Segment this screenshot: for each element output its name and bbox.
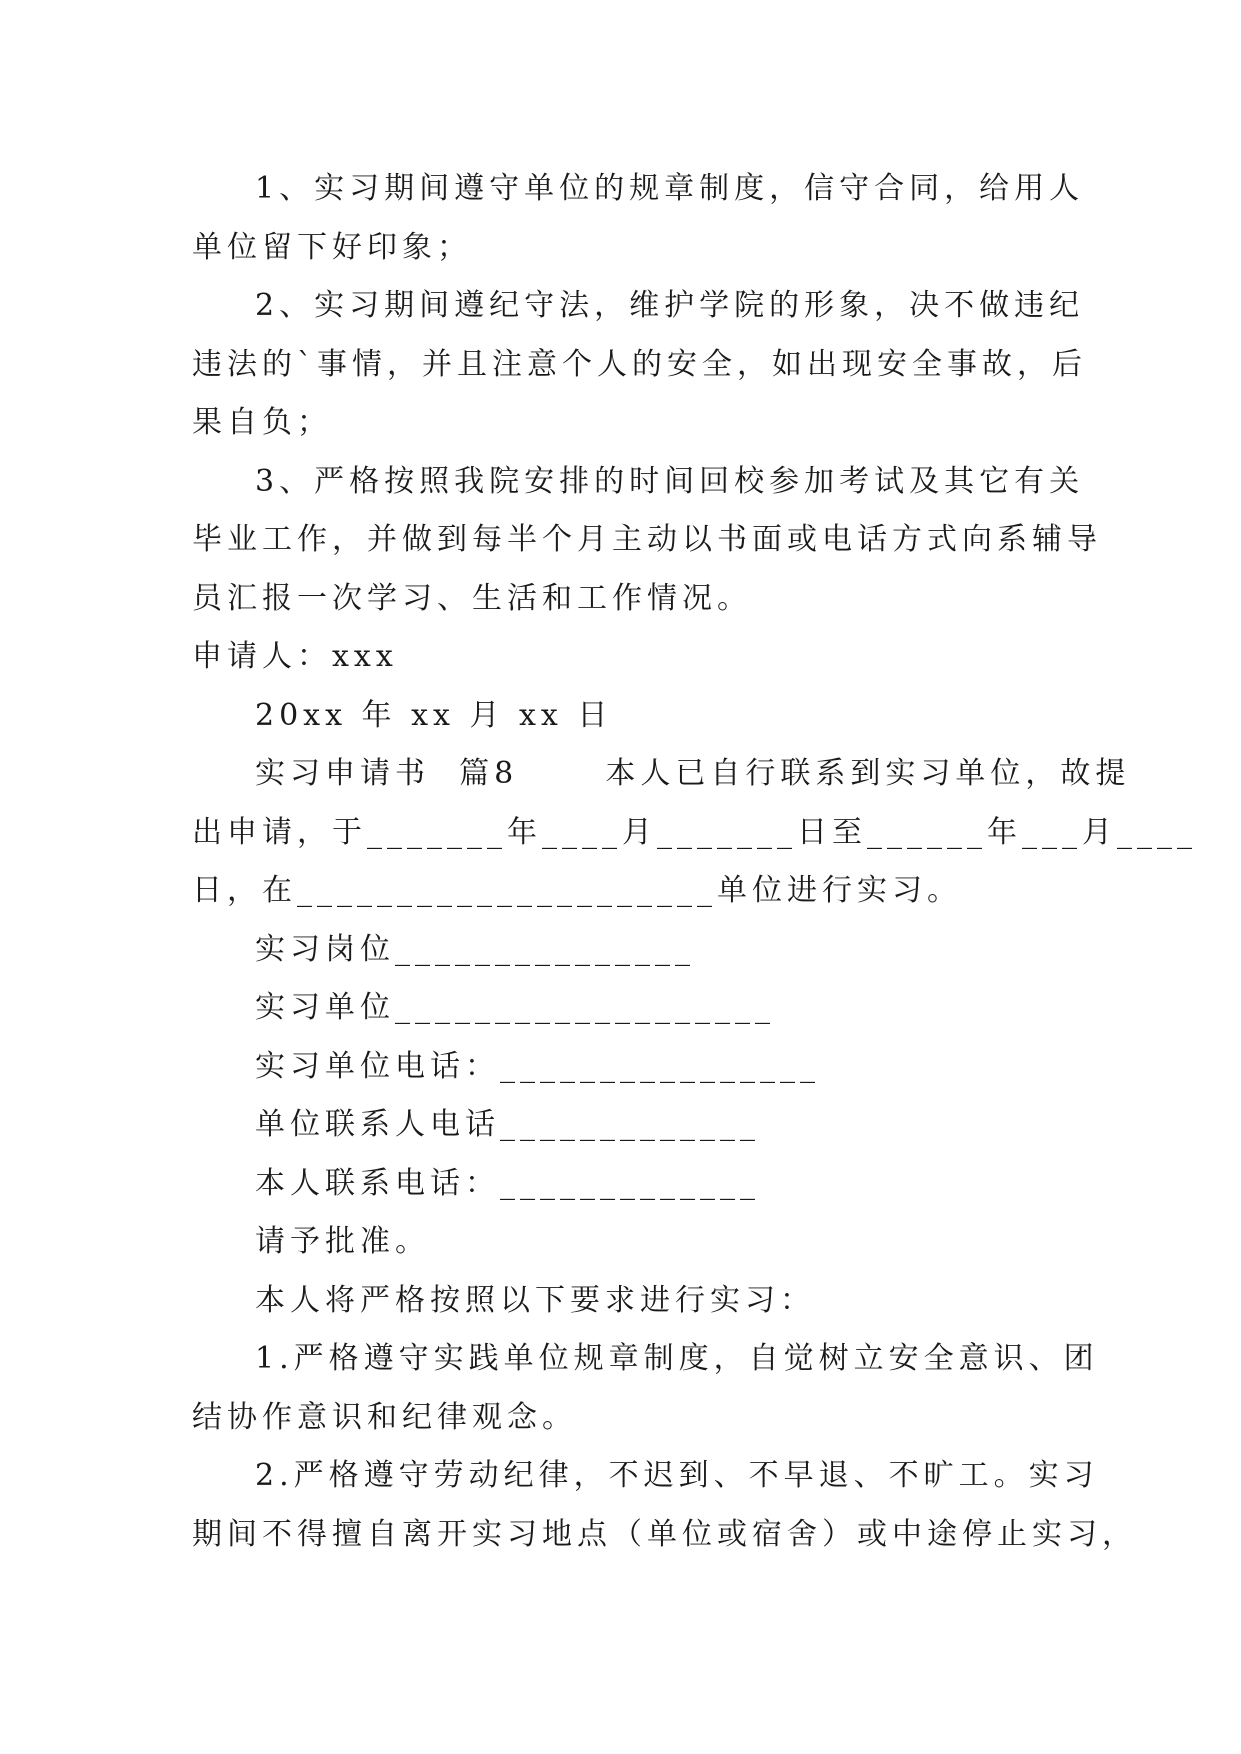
text-line: 1.严格遵守实践单位规章制度，自觉树立安全意识、团 xyxy=(255,1341,1099,1376)
text-line: 单位留下好印象； xyxy=(192,229,472,265)
document-body xyxy=(192,160,1197,1564)
text-line: 出申请，于_______年____月_______日至______年___月____ xyxy=(192,814,1197,850)
text-line: 3、严格按照我院安排的时间回校参加考试及其它有关 xyxy=(255,463,1085,499)
applicant-line: 申请人：xxx xyxy=(192,639,398,674)
text-line: 期间不得擅自离开实习地点（单位或宿舍）或中途停止实习， xyxy=(192,1516,1137,1552)
section-heading-line: 实习申请书 篇8 本人已自行联系到实习单位，故提 xyxy=(255,756,1131,791)
text-line: 1、实习期间遵守单位的规章制度，信守合同，给用人 xyxy=(255,171,1085,206)
text-line: 员汇报一次学习、生活和工作情况。 xyxy=(192,580,752,616)
text-line: 2.严格遵守劳动纪律，不迟到、不早退、不旷工。实习 xyxy=(255,1458,1099,1493)
text-line: 毕业工作，并做到每半个月主动以书面或电话方式向系辅导 xyxy=(192,522,1102,557)
text-line: 2、实习期间遵纪守法，维护学院的形象，决不做违纪 xyxy=(255,288,1085,323)
form-field-my-phone: 本人联系电话：_____________ xyxy=(255,1165,760,1201)
text-line: 违法的`事情，并且注意个人的安全，如出现安全事故，后 xyxy=(192,346,1087,382)
form-field-unit: 实习单位___________________ xyxy=(255,990,775,1025)
text-line: 请予批准。 xyxy=(255,1224,430,1259)
date-line: 20xx 年 xx 月 xx 日 xyxy=(255,697,613,733)
form-field-unit-phone: 实习单位电话：________________ xyxy=(255,1048,820,1084)
form-field-position: 实习岗位_______________ xyxy=(255,931,695,967)
text-line: 日，在_____________________单位进行实习。 xyxy=(192,873,962,908)
text-line: 本人将严格按照以下要求进行实习： xyxy=(255,1282,815,1318)
text-line: 结协作意识和纪律观念。 xyxy=(192,1399,577,1435)
text-line: 果自负； xyxy=(192,405,332,440)
form-field-contact-phone: 单位联系人电话_____________ xyxy=(255,1107,760,1142)
